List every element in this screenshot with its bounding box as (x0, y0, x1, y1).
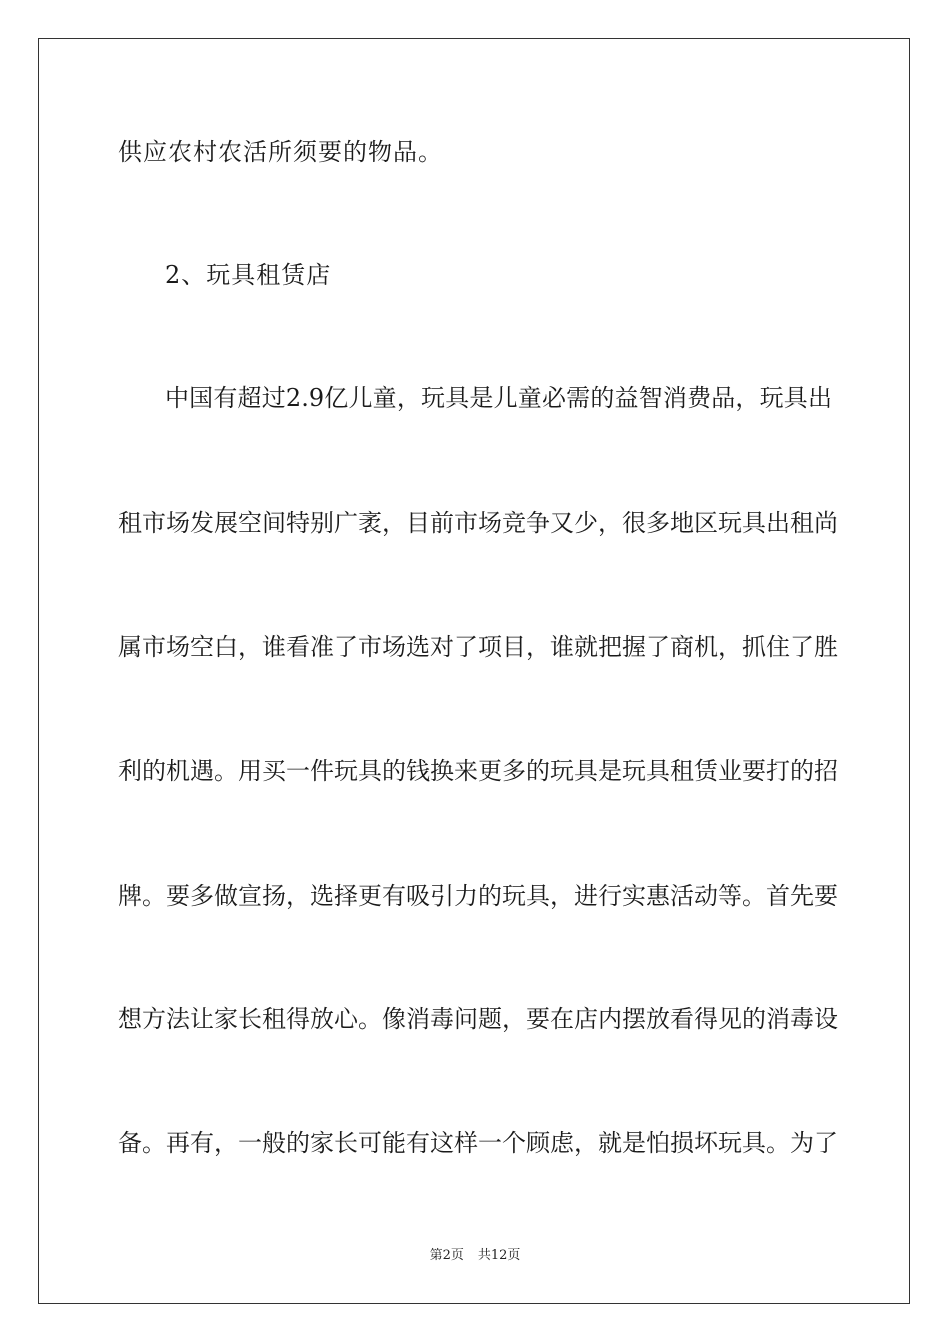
page-footer (0, 1247, 950, 1265)
text-line: 牌。要多做宣扬，选择更有吸引力的玩具，进行实惠活动等。首先要 (118, 882, 838, 910)
text-line: 供应农村农活所须要的物品。 (118, 138, 443, 166)
page-total: 共12页 (477, 1248, 521, 1263)
text-line: 租市场发展空间特别广袤，目前市场竞争又少，很多地区玩具出租尚 (118, 509, 838, 537)
text-line: 属市场空白，谁看准了市场选对了项目，谁就把握了商机，抓住了胜 (118, 633, 838, 661)
text-line: 想方法让家长租得放心。像消毒问题，要在店内摆放看得见的消毒设 (118, 1005, 838, 1033)
text-line: 备。再有，一般的家长可能有这样一个顾虑，就是怕损坏玩具。为了 (118, 1129, 838, 1157)
page-number: 第2页 (429, 1248, 464, 1263)
text-line: 中国有超过2.9亿儿童，玩具是儿童必需的益智消费品，玩具出 (165, 384, 832, 412)
section-heading: 2、玩具租赁店 (165, 261, 332, 289)
text-line: 利的机遇。用买一件玩具的钱换来更多的玩具是玩具租赁业要打的招 (118, 757, 838, 785)
page-border (38, 38, 910, 1304)
